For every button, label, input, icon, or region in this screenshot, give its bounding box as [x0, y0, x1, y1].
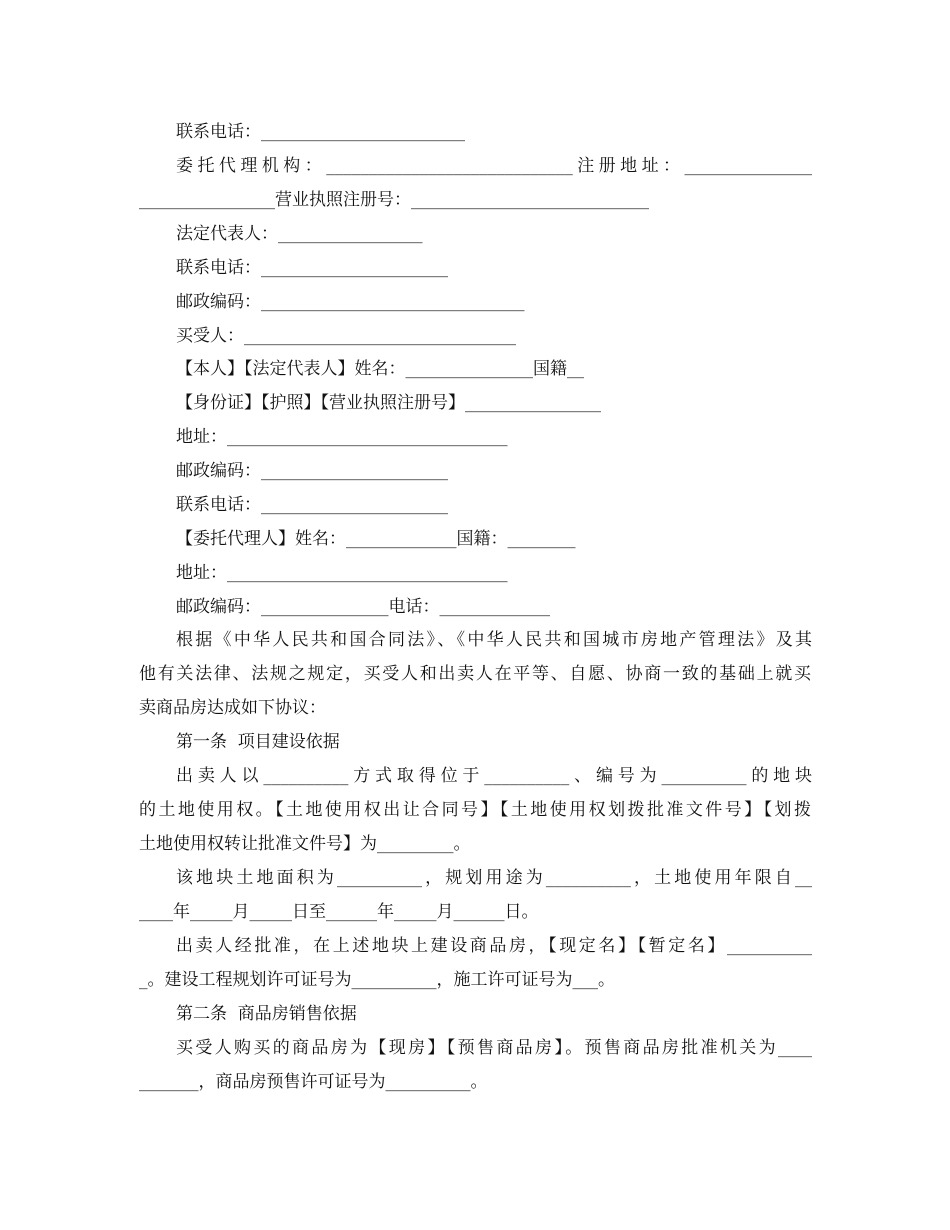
- preamble-line-3: 卖商品房达成如下协议：: [139, 698, 326, 718]
- article-2-heading: 第二条 商品房销售依据: [176, 1004, 357, 1024]
- article-1-heading: 第一条 项目建设依据: [176, 732, 340, 752]
- article-1-line-3: 土地使用权转让批准文件号】为_________。: [139, 834, 471, 854]
- buyer-agent-name-nationality: 【委托代理人】姓名：_____________国籍：________: [176, 529, 576, 549]
- seller-contact-phone: 联系电话：________________________: [176, 122, 465, 142]
- preamble-line-1: 根据《中华人民共和国合同法》、《中华人民共和国城市房地产管理法》及其: [176, 630, 812, 650]
- article-2-line-1: 买受人购买的商品房为【现房】【预售商品房】。预售商品房批准机关为____: [176, 1038, 812, 1058]
- buyer-agent-postal-phone: 邮政编码：_______________电话：_____________: [176, 597, 550, 617]
- seller-agent-agency: 委托代理机构：_____________________________注册地址：_______________: [176, 156, 812, 176]
- seller-agent-license: ________________营业执照注册号：____________________________: [139, 190, 649, 210]
- construction-line-1: 出卖人经批准，在上述地块上建设商品房，【现定名】【暂定名】__________: [176, 936, 812, 956]
- article-2-line-2: _______，商品房预售许可证号为__________。: [139, 1072, 488, 1092]
- agent-legal-representative: 法定代表人：_________________: [176, 224, 423, 244]
- buyer-contact-phone: 联系电话：______________________: [176, 495, 448, 515]
- buyer-address: 地址：_________________________________: [176, 427, 508, 447]
- agent-postal-code: 邮政编码：_______________________________: [176, 292, 525, 312]
- article-1-line-1: 出卖人以__________方式取得位于__________、编号为__________的地块: [176, 766, 812, 786]
- construction-line-2: _。建设工程规划许可证号为__________，施工许可证号为___。: [139, 970, 615, 990]
- land-area-line-2: ____年_____月_____日至______年_____月______日。: [139, 902, 539, 922]
- buyer-id-document: 【身份证】【护照】【营业执照注册号】________________: [176, 393, 601, 413]
- land-area-line-1: 该地块土地面积为__________，规划用途为__________，土地使用年限自__: [176, 868, 812, 888]
- article-1-line-2: 的土地使用权。【土地使用权出让合同号】【土地使用权划拨批准文件号】【划拨: [139, 800, 811, 820]
- buyer-field: 买受人：________________________________: [176, 326, 516, 346]
- buyer-postal-code: 邮政编码：______________________: [176, 461, 448, 481]
- agent-contact-phone: 联系电话：______________________: [176, 258, 448, 278]
- buyer-name-nationality: 【本人】【法定代表人】姓名：_______________国籍__: [176, 359, 584, 379]
- buyer-agent-address: 地址：_________________________________: [176, 563, 508, 583]
- preamble-line-2: 他有关法律、法规之规定，买受人和出卖人在平等、自愿、协商一致的基础上就买: [139, 664, 811, 684]
